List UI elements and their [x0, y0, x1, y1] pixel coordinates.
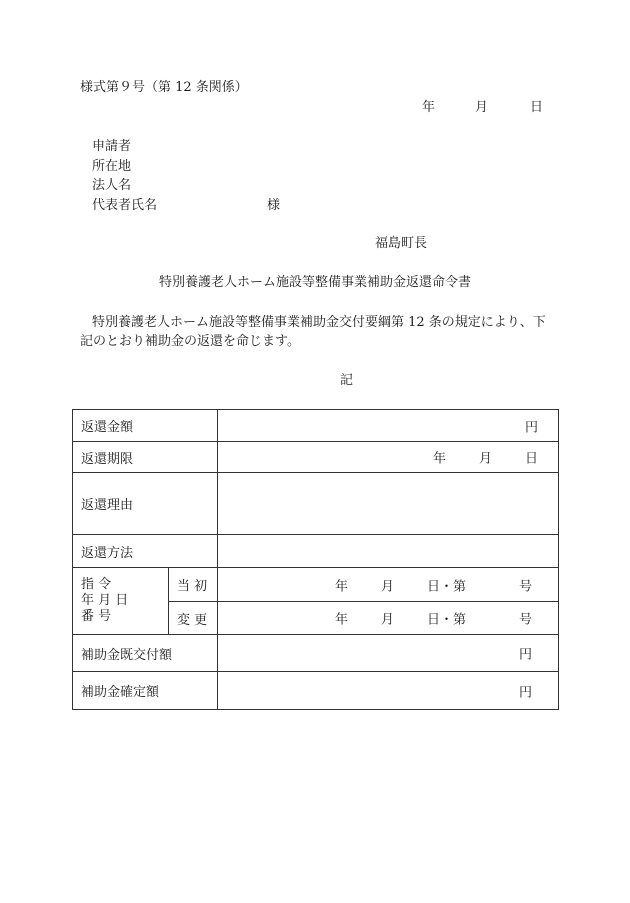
- table-row: [73, 635, 559, 672]
- order-change-month: 月: [381, 612, 395, 628]
- return-amount-field[interactable]: [218, 410, 559, 442]
- return-order-table: [72, 409, 559, 710]
- return-deadline-year: 年: [433, 451, 447, 467]
- order-number-label-line-2: 年 月 日: [81, 593, 129, 608]
- body-line-1: 特別養護老人ホーム施設等整備事業補助金交付要綱第 12 条の規定により、下: [92, 315, 546, 330]
- table-row: [73, 568, 559, 602]
- issue-date-day: 日: [530, 100, 544, 115]
- table-row: [73, 410, 559, 442]
- body-line-2: 記のとおり補助金の返還を命じます。: [80, 334, 300, 349]
- order-initial-field[interactable]: [218, 568, 559, 602]
- issue-date: [0, 100, 630, 116]
- order-initial-month: 月: [381, 579, 395, 594]
- confirmed-amount-unit: 円: [519, 685, 533, 700]
- applicant-rep-name-label: 代表者氏名: [92, 198, 158, 213]
- table-row: [73, 442, 559, 473]
- order-change-year: 年: [335, 612, 349, 628]
- return-reason-label: 返還理由: [73, 473, 218, 535]
- return-deadline-month: 月: [479, 451, 493, 467]
- order-initial-label: 当 初: [169, 568, 218, 602]
- return-amount-label: 返還金額: [73, 410, 218, 442]
- order-change-field[interactable]: [218, 602, 559, 635]
- granted-amount-field[interactable]: [218, 635, 559, 672]
- order-change-day: 日・第: [427, 612, 467, 628]
- applicant-honorific: 様: [267, 198, 281, 213]
- issue-date-year: 年: [422, 100, 436, 115]
- applicant-title: 申請者: [92, 139, 132, 154]
- order-change-number: 号: [519, 612, 533, 628]
- return-reason-field[interactable]: [218, 473, 559, 535]
- applicant-address-label: 所在地: [92, 159, 132, 174]
- order-initial-day: 日・第: [427, 579, 467, 594]
- document-title: 特別養護老人ホーム施設等整備事業補助金返還命令書: [158, 275, 471, 290]
- granted-amount-label: 補助金既交付額: [73, 635, 218, 672]
- table-row: [73, 473, 559, 535]
- confirmed-amount-field[interactable]: [218, 672, 559, 710]
- form-number: 様式第９号（第 12 条関係）: [80, 80, 248, 95]
- return-amount-unit: 円: [525, 420, 539, 435]
- return-deadline-field[interactable]: [218, 442, 559, 473]
- order-change-label: 変 更: [169, 602, 218, 635]
- return-method-label: 返還方法: [73, 535, 218, 568]
- applicant-corp-name-label: 法人名: [92, 178, 132, 193]
- issuer-name: 福島町長: [375, 236, 428, 251]
- order-initial-year: 年: [335, 579, 349, 594]
- return-deadline-label: 返還期限: [73, 442, 218, 473]
- return-method-field[interactable]: [218, 535, 559, 568]
- order-number-label-line-1: 指 令: [81, 577, 112, 592]
- order-initial-number: 号: [519, 579, 533, 594]
- granted-amount-unit: 円: [519, 647, 533, 663]
- issue-date-month: 月: [475, 100, 489, 115]
- return-deadline-day: 日: [525, 451, 539, 467]
- order-number-label-line-3: 番 号: [81, 609, 112, 624]
- order-number-label: [73, 568, 169, 635]
- table-row: [73, 672, 559, 710]
- ki-heading: 記: [340, 373, 354, 388]
- confirmed-amount-label: 補助金確定額: [73, 672, 218, 710]
- table-row: [73, 535, 559, 568]
